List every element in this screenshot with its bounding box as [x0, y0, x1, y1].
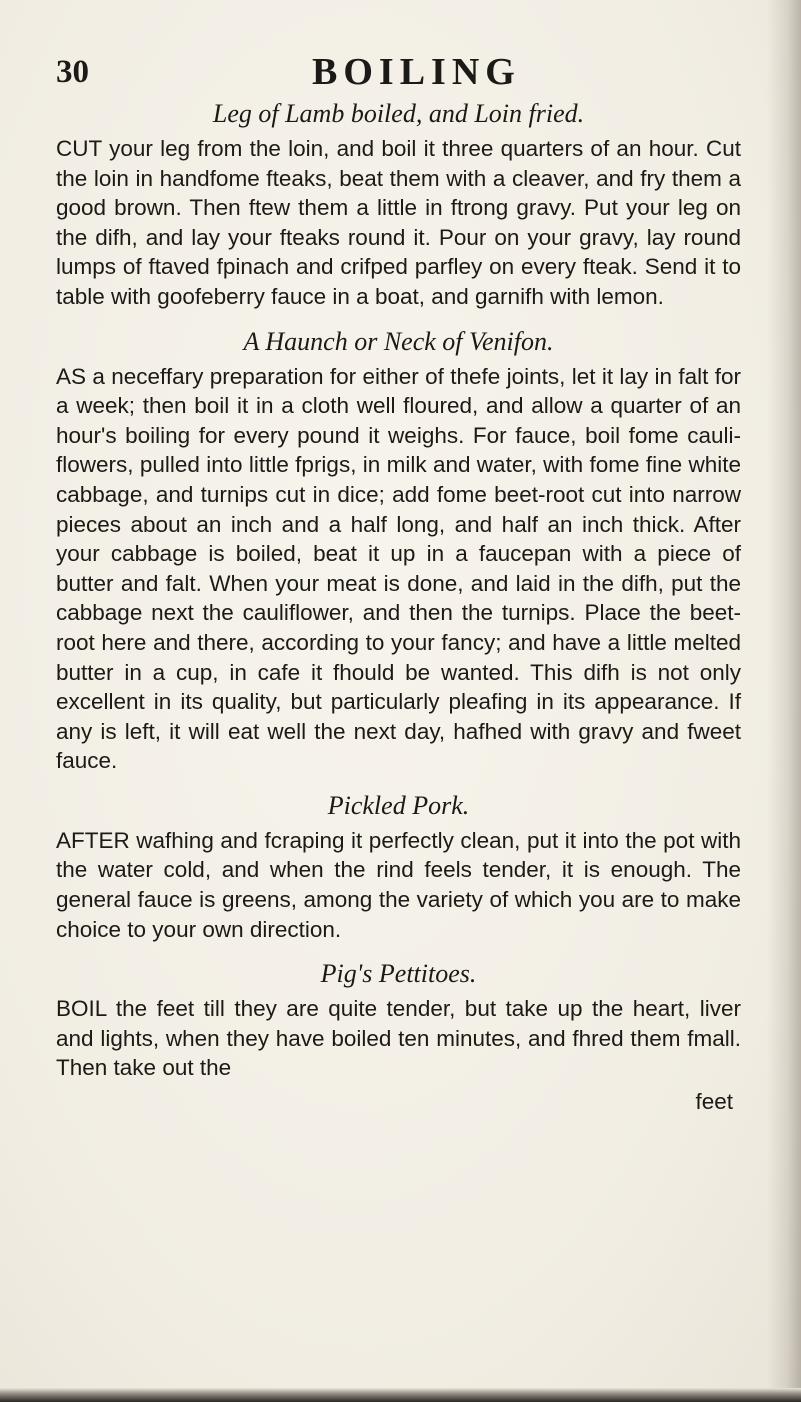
recipe-body-pettitoes: BOIL the feet till they are quite tender, but take up the heart, liver and lights, when they have boiled ten minutes, and fhred them fmall. Then take out the — [56, 996, 741, 1081]
page-header — [56, 50, 736, 96]
running-head: BOILING — [312, 51, 521, 93]
recipe-title-pork: Pickled Pork. — [327, 790, 470, 820]
page-bottom-edge — [0, 1388, 801, 1402]
recipe-body-lamb: CUT your leg from the loin, and boil it three quarters of an hour. Cut the loin in handfome fteaks, beat them with a cleaver, and fry them a good brown. Then ftew them a little in ftrong gravy. Put your leg on the difh, and lay your fteaks round it. Pour on your gravy, lay round lumps of ftaved fpinach and crifped parfley on every fteak. Send it to table with goofeberry fauce in a boat, and garnifh with lemon. — [56, 136, 741, 309]
page-number: 30 — [56, 54, 89, 90]
recipe-title-venison: A Haunch or Neck of Venifon. — [243, 326, 554, 356]
recipe-body-pork: AFTER wafhing and fcraping it perfectly clean, put it into the pot with the water cold, and when the rind feels tender, it is enough. The general fauce is greens, among the variety of which you are to make choice to your own direction. — [56, 827, 741, 942]
recipe-title-lamb: Leg of Lamb boiled, and Loin fried. — [212, 99, 585, 128]
page-content — [56, 98, 741, 1115]
page-edge-shadow — [767, 0, 801, 1402]
catchword: feet — [695, 1089, 733, 1115]
recipe-body-venison: AS a neceffary preparation for either of thefe joints, let it lay in falt for a week; then boil it in a cloth well floured, and allow a quarter of an hour's boiling for every pound it weighs. For fauce, boil fome cauli-flowers, pulled into little fprigs, in milk and water, with fome fine white cabbage, and turnips cut in dice; add fome beet-root cut into narrow pieces about an inch and a half long, and half an inch thick. After your cabbage is boiled, beat it up in a faucepan with a piece of butter and falt. When your meat is done, and laid in the difh, put the cabbage next the cauliflower, and then the turnips. Place the beet-root here and there, according to your fancy; and have a little melted butter in a cup, in cafe it fhould be wanted. This difh is not only excellent in its quality, but particularly pleafing in its appearance. If any is left, it will eat well the next day, hafhed with gravy and fweet fauce. — [56, 363, 741, 774]
recipe-title-pettitoes: Pig's Pettitoes. — [320, 959, 477, 989]
